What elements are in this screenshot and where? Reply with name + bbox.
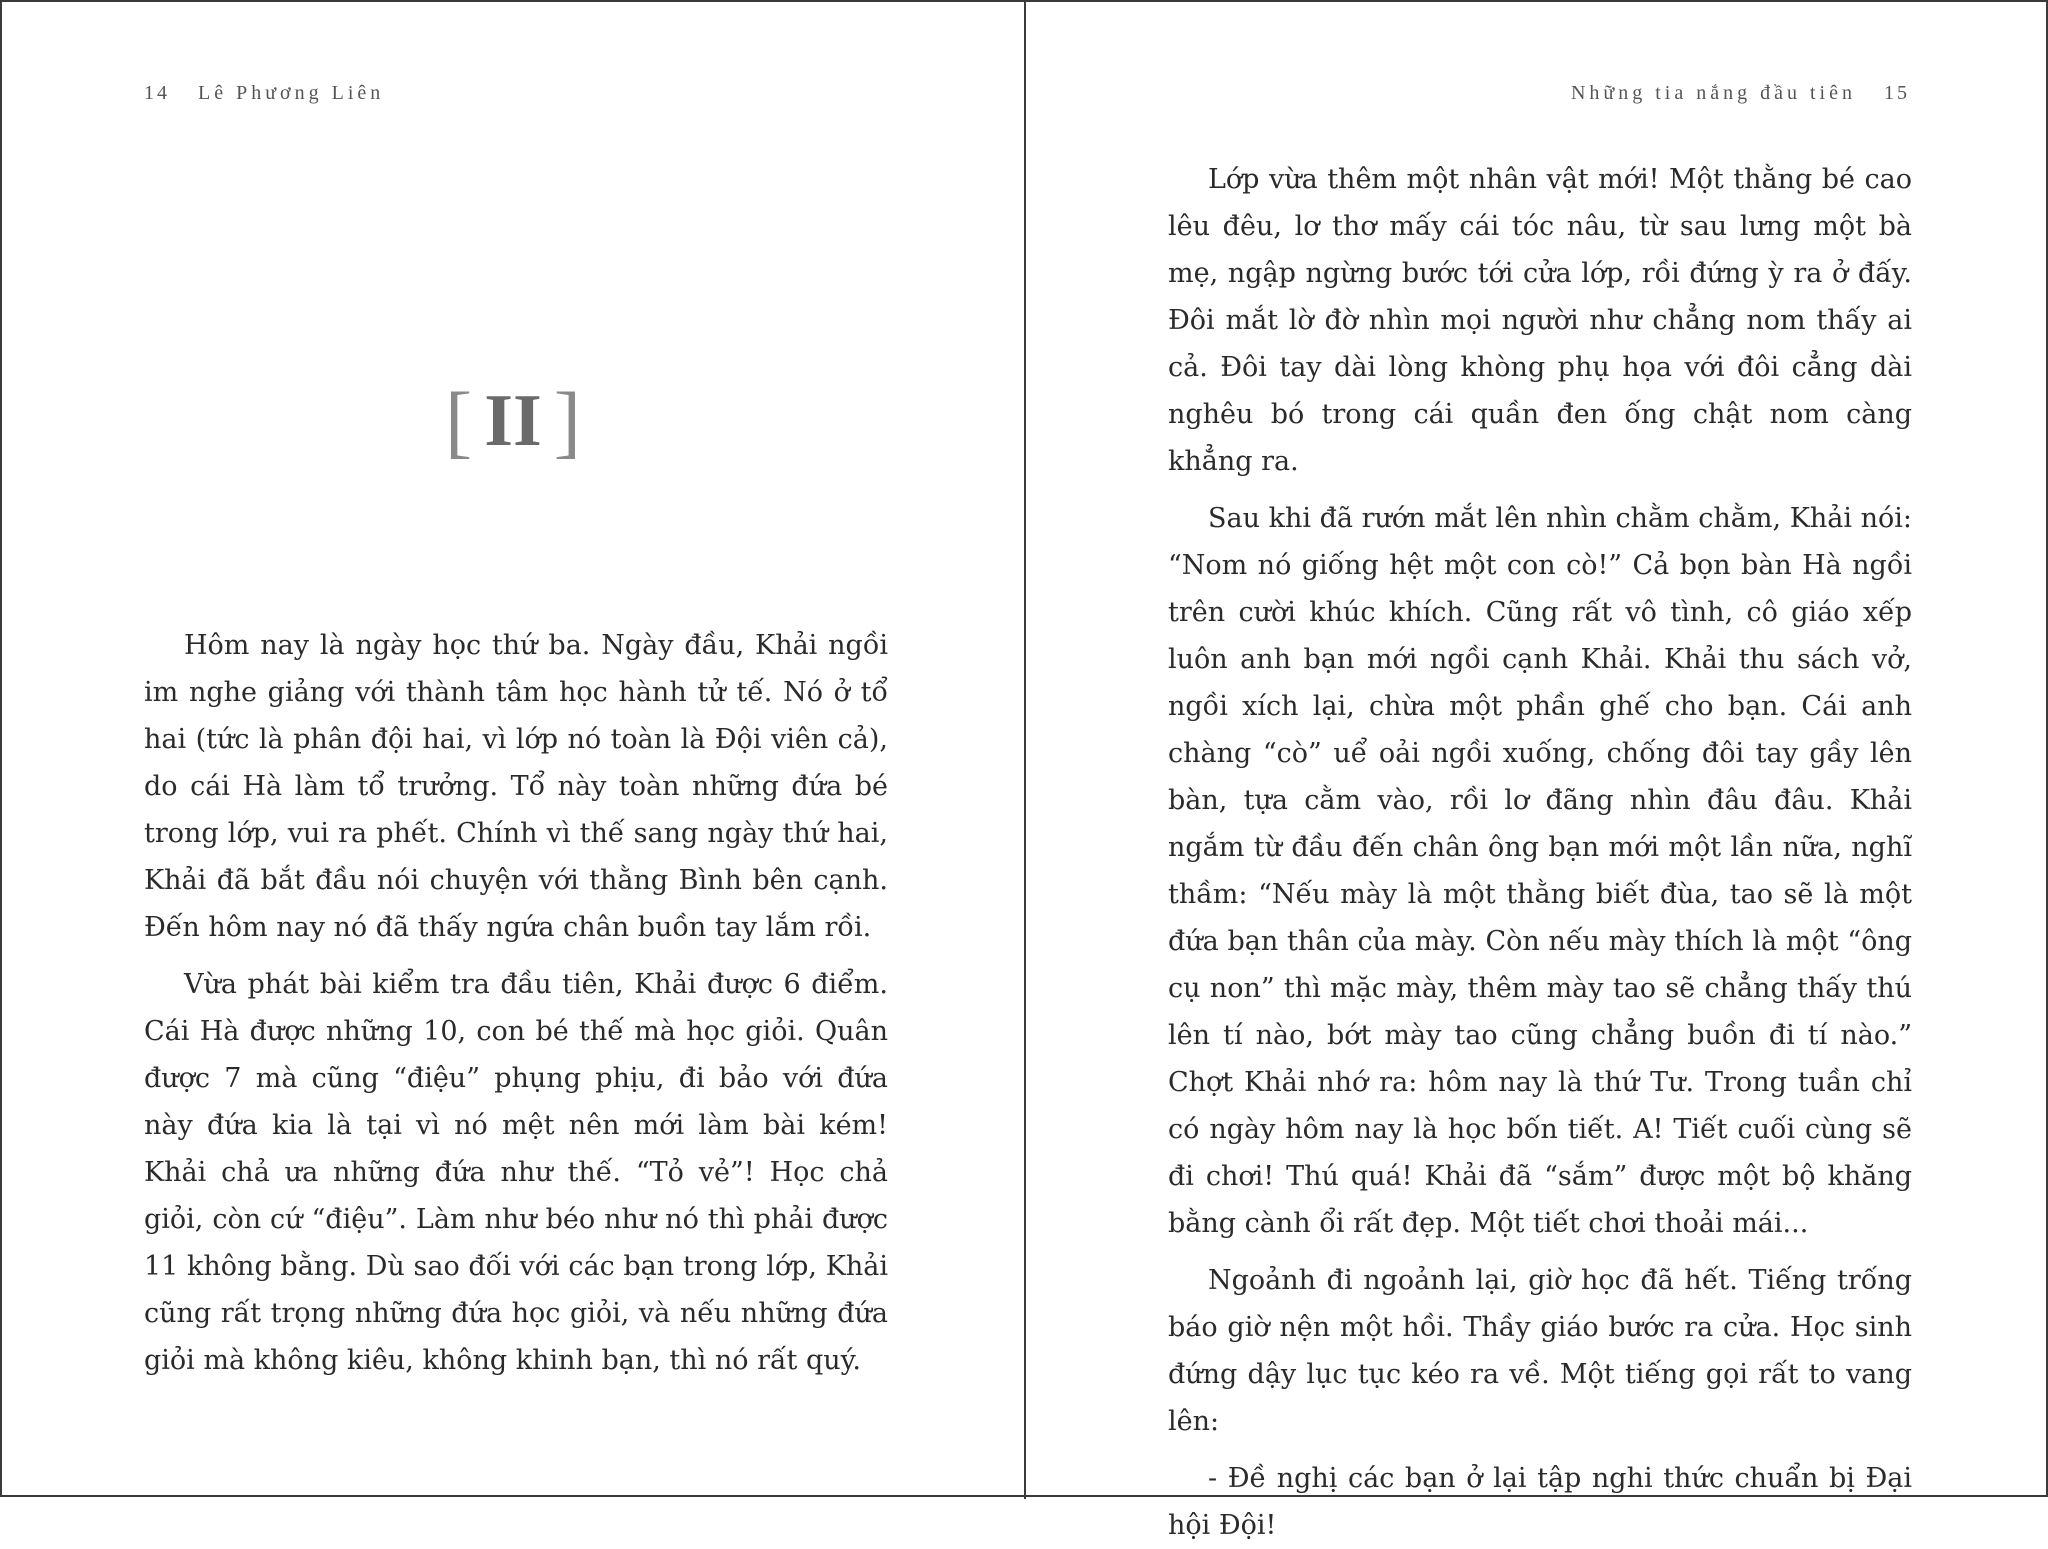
- left-page: [2, 2, 1024, 1499]
- chapter-numeral: II: [484, 379, 542, 462]
- left-running-head: [144, 82, 384, 105]
- left-body-text: [144, 622, 888, 1384]
- paragraph: - Đề nghị các bạn ở lại tập nghi thức chuẩn bị Đại hội Đội!: [1168, 1463, 1912, 1541]
- paragraph: Vừa phát bài kiểm tra đầu tiên, Khải được 6 điểm. Cái Hà được những 10, con bé thế mà học giỏi. Quân được 7 mà cũng “điệu” phụng phịu, đi bảo với đứa này đứa kia là tại vì nó mệt nên mới làm bài kém! Khải chả ưa những đứa như thế. “Tỏ vẻ”! Học chả giỏi, còn cứ “điệu”. Làm như béo như nó thì phải được 11 không bằng. Dù sao đối với các bạn trong lớp, Khải cũng rất trọng những đứa học giỏi, và nếu những đứa giỏi mà không kiêu, không khinh bạn, thì nó rất quý.: [144, 969, 888, 1376]
- paragraph: Lớp vừa thêm một nhân vật mới! Một thằng bé cao lêu đêu, lơ thơ mấy cái tóc nâu, từ sau lưng một bà mẹ, ngập ngừng bước tới cửa lớp, rồi đứng ỳ ra ở đấy. Đôi mắt lờ đờ nhìn mọi người như chẳng nom thấy ai cả. Đôi tay dài lòng khòng phụ họa với đôi cẳng dài nghêu bó trong cái quần đen ống chật nom càng khẳng ra.: [1168, 164, 1912, 477]
- chapter-close-bracket: ]: [553, 375, 582, 466]
- right-page-number: 15: [1884, 82, 1910, 104]
- right-body-text: [1168, 156, 1912, 1549]
- right-page: [1026, 2, 2048, 1541]
- book-title: Những tia nắng đầu tiên: [1570, 82, 1856, 104]
- paragraph: Sau khi đã rướn mắt lên nhìn chằm chằm, Khải nói: “Nom nó giống hệt một con cò!” Cả bọn bàn Hà ngồi trên cười khúc khích. Cũng rất vô tình, cô giáo xếp luôn anh bạn mới ngồi cạnh Khải. Khải thu sách vở, ngồi xích lại, chừa một phần ghế cho bạn. Cái anh chàng “cò” uể oải ngồi xuống, chống đôi tay gầy lên bàn, tựa cằm vào, rồi lơ đãng nhìn đâu đâu. Khải ngắm từ đầu đến chân ông bạn mới một lần nữa, nghĩ thầm: “Nếu mày là một thằng biết đùa, tao sẽ là một đứa bạn thân của mày. Còn nếu mày thích là một “ông cụ non” thì mặc mày, thêm mày tao sẽ chẳng thấy thú lên tí nào, bớt mày tao cũng chẳng buồn đi tí nào.” Chợt Khải nhớ ra: hôm nay là thứ Tư. Trong tuần chỉ có ngày hôm nay là học bốn tiết. A! Tiết cuối cùng sẽ đi chơi! Thú quá! Khải đã “sắm” được một bộ khăng bằng cành ổi rất đẹp. Một tiết chơi thoải mái...: [1168, 503, 1912, 1239]
- chapter-heading: [2, 374, 1024, 468]
- chapter-open-bracket: [: [444, 375, 473, 466]
- right-running-head: [1571, 82, 1910, 105]
- paragraph: Ngoảnh đi ngoảnh lại, giờ học đã hết. Tiếng trống báo giờ nện một hồi. Thầy giáo bước ra cửa. Học sinh đứng dậy lục tục kéo ra về. Một tiếng gọi rất to vang lên:: [1168, 1265, 1912, 1437]
- left-page-number: 14: [144, 82, 170, 104]
- paragraph: Hôm nay là ngày học thứ ba. Ngày đầu, Khải ngồi im nghe giảng với thành tâm học hành tử tế. Nó ở tổ hai (tức là phân đội hai, vì lớp nó toàn là Đội viên cả), do cái Hà làm tổ trưởng. Tổ này toàn những đứa bé trong lớp, vui ra phết. Chính vì thế sang ngày thứ hai, Khải đã bắt đầu nói chuyện với thằng Bình bên cạnh. Đến hôm nay nó đã thấy ngứa chân buồn tay lắm rồi.: [144, 630, 888, 943]
- author-name: Lê Phương Liên: [198, 82, 385, 104]
